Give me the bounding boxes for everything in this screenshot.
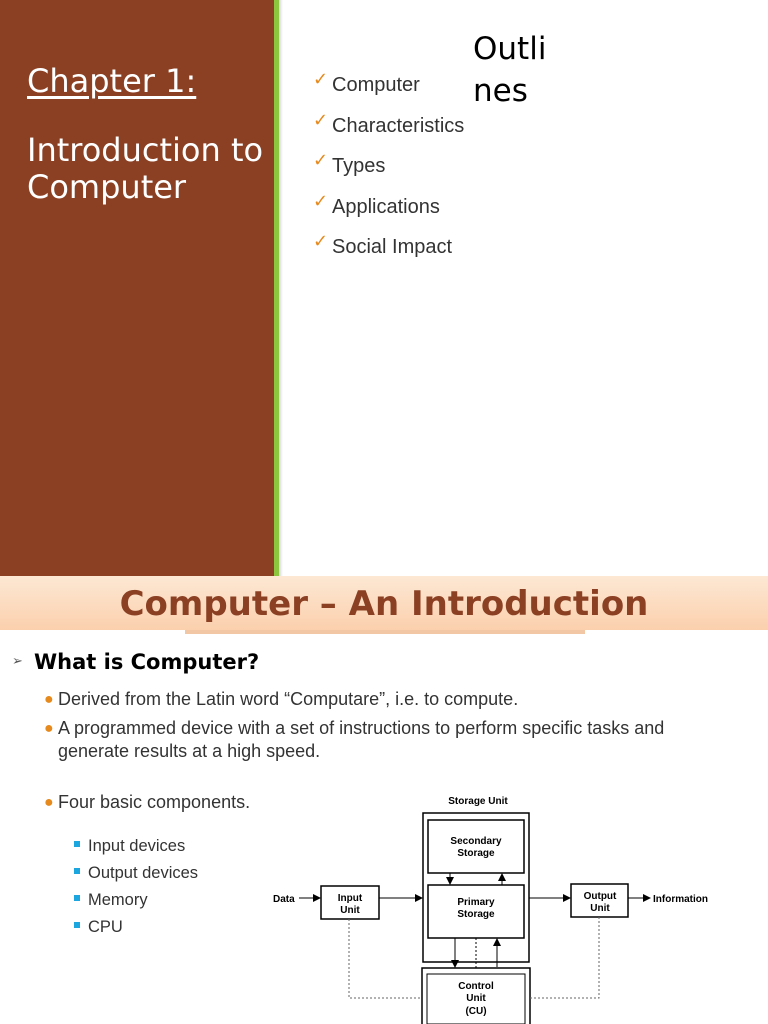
input-unit-line2: Unit <box>340 905 360 916</box>
title-panel <box>0 0 274 576</box>
computer-components-diagram <box>262 792 732 1024</box>
square-bullet-icon <box>74 895 80 901</box>
checkmark-icon: ✓ <box>313 69 329 90</box>
square-bullet-icon <box>74 868 80 874</box>
chapter-label: Chapter 1: <box>27 62 197 100</box>
checkmark-icon: ✓ <box>313 231 329 252</box>
control-unit-line3: (CU) <box>465 1006 487 1017</box>
output-unit-line2: Unit <box>590 903 610 914</box>
arrow-bullet-icon: ➢ <box>12 654 23 669</box>
list-item: ✓ Applications <box>313 190 440 218</box>
bullet-item: ● Derived from the Latin word “Computare”, i.e. to compute. <box>44 689 519 709</box>
checkmark-icon: ✓ <box>313 150 329 171</box>
bullet-dot-icon: ● <box>44 691 54 708</box>
bullet-item: ● Four basic components. <box>44 792 251 812</box>
title-underline <box>185 630 585 634</box>
question-heading: What is Computer? <box>34 650 260 674</box>
list-item: ✓ Computer <box>313 69 420 96</box>
primary-storage-line1: Primary <box>457 897 495 908</box>
input-unit-line1: Input <box>337 893 363 904</box>
control-unit-line2: Unit <box>466 993 486 1004</box>
output-control-signal <box>530 917 599 998</box>
list-item: ✓ Characteristics <box>313 109 465 137</box>
outline-list <box>313 70 464 273</box>
component-item: Output devices <box>74 864 198 883</box>
secondary-storage-line2: Storage <box>457 848 495 859</box>
control-unit-line1: Control <box>458 981 494 992</box>
component-item: Input devices <box>74 837 185 856</box>
square-bullet-icon <box>74 922 80 928</box>
list-item: ✓ Social Impact <box>313 231 453 258</box>
storage-unit-label: Storage Unit <box>448 796 508 807</box>
checkmark-icon: ✓ <box>313 109 329 131</box>
chapter-title: Introduction to Computer <box>27 131 264 206</box>
component-item: Memory <box>74 891 148 910</box>
slide-computer-introduction <box>0 576 768 1024</box>
information-label: Information <box>653 894 708 905</box>
component-item: CPU <box>74 918 123 937</box>
input-control-signal <box>349 919 422 998</box>
square-bullet-icon <box>74 841 80 847</box>
checkmark-icon: ✓ <box>313 190 329 212</box>
bullet-dot-icon: ● <box>44 720 54 737</box>
primary-storage-line2: Storage <box>457 909 495 920</box>
secondary-storage-line1: Secondary <box>450 836 502 847</box>
bullet-dot-icon: ● <box>44 794 54 811</box>
list-item: ✓ Types <box>313 150 386 177</box>
bullet-item: ● A programmed device with a set of instructions to perform specific tasks and generate results at a high speed. <box>44 718 665 761</box>
output-unit-line1: Output <box>583 891 617 902</box>
slide-title: Computer – An Introduction <box>119 584 649 624</box>
data-label: Data <box>273 894 295 905</box>
outline-title: Outlines <box>473 31 547 109</box>
panel-shadow <box>279 0 283 576</box>
